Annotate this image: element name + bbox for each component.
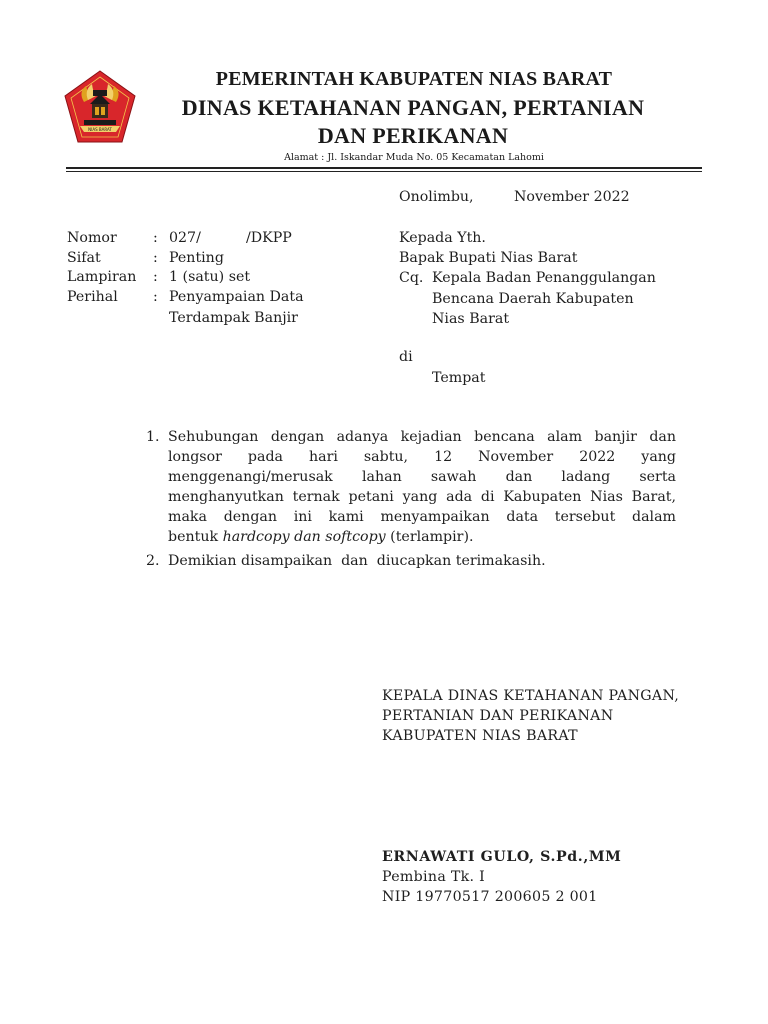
recipient-greeting: Kepada Yth. bbox=[399, 230, 486, 246]
recipient-di: di bbox=[399, 349, 413, 365]
recipient-cq-line2: Bencana Daerah Kabupaten bbox=[432, 291, 634, 307]
meta-label-sifat: Sifat bbox=[67, 250, 101, 266]
signatory-nip: NIP 19770517 200605 2 001 bbox=[382, 889, 598, 905]
paragraph-1-line: menghanyutkan ternak petani yang ada di Kabupaten Nias Barat, bbox=[168, 489, 676, 505]
paragraph-2: Demikian disampaikan dan diucapkan terimakasih. bbox=[168, 553, 546, 569]
meta-value-perihal-line2: Terdampak Banjir bbox=[169, 310, 298, 326]
paragraph-1-line: longsor pada hari sabtu, 12 November 2022 yang bbox=[168, 449, 676, 465]
date-value: November 2022 bbox=[514, 189, 630, 205]
meta-value-sifat: Penting bbox=[169, 250, 224, 266]
paragraph-number-1: 1. bbox=[146, 429, 160, 445]
meta-colon: : bbox=[153, 269, 158, 285]
paragraph-1-last-line bbox=[168, 527, 676, 547]
paragraph-1-line: menggenangi/merusak lahan sawah dan ladang serta bbox=[168, 469, 676, 485]
header-government: PEMERINTAH KABUPATEN NIAS BARAT bbox=[215, 68, 613, 90]
header-department-line1: DINAS KETAHANAN PANGAN, PERTANIAN bbox=[181, 95, 645, 120]
paragraph-1-line: maka dengan ini kami menyampaikan data tersebut dalam bbox=[168, 509, 676, 525]
paragraph-1 bbox=[168, 427, 676, 547]
regency-emblem-logo bbox=[64, 70, 136, 144]
header-department bbox=[150, 94, 676, 150]
paragraph-1-line: Sehubungan dengan adanya kejadian bencana alam banjir dan bbox=[168, 429, 676, 445]
paragraph-number-2: 2. bbox=[146, 553, 160, 569]
paragraph-1-last-prefix: bentuk bbox=[168, 529, 223, 545]
recipient-cq: Cq. bbox=[399, 270, 424, 286]
paragraph-1-italic-term: hardcopy dan softcopy bbox=[222, 529, 386, 545]
logo-caption: NIAS BARAT bbox=[88, 127, 112, 132]
paragraph-1-last-suffix: (terlampir). bbox=[385, 529, 474, 545]
recipient-cq-line3: Nias Barat bbox=[432, 311, 510, 327]
meta-colon: : bbox=[153, 250, 158, 266]
meta-value-perihal: Penyampaian Data bbox=[169, 289, 304, 305]
header-address: Alamat : Jl. Iskandar Muda No. 05 Kecamatan Lahomi bbox=[284, 152, 544, 163]
meta-label-nomor: Nomor bbox=[67, 230, 117, 246]
header-divider-thick bbox=[66, 167, 702, 169]
recipient-tempat: Tempat bbox=[432, 370, 486, 386]
header-department-line2: DAN PERIKANAN bbox=[317, 123, 509, 148]
meta-value-lampiran: 1 (satu) set bbox=[169, 269, 251, 285]
header-divider-thin bbox=[66, 171, 702, 172]
meta-colon: : bbox=[153, 289, 158, 305]
meta-label-perihal: Perihal bbox=[67, 289, 118, 305]
date-place: Onolimbu, bbox=[399, 189, 474, 205]
signature-title-line2: PERTANIAN DAN PERIKANAN bbox=[382, 708, 614, 724]
recipient-name: Bapak Bupati Nias Barat bbox=[399, 250, 578, 266]
signature-title-line1: KEPALA DINAS KETAHANAN PANGAN, bbox=[382, 688, 680, 704]
meta-label-lampiran: Lampiran bbox=[67, 269, 137, 285]
signatory-name: ERNAWATI GULO, S.Pd.,MM bbox=[382, 849, 622, 865]
signature-title-line3: KABUPATEN NIAS BARAT bbox=[382, 728, 578, 744]
meta-value-nomor: 027/ /DKPP bbox=[169, 230, 292, 246]
signatory-rank: Pembina Tk. I bbox=[382, 869, 486, 885]
recipient-cq-line1: Kepala Badan Penanggulangan bbox=[432, 270, 656, 286]
meta-colon: : bbox=[153, 230, 158, 246]
